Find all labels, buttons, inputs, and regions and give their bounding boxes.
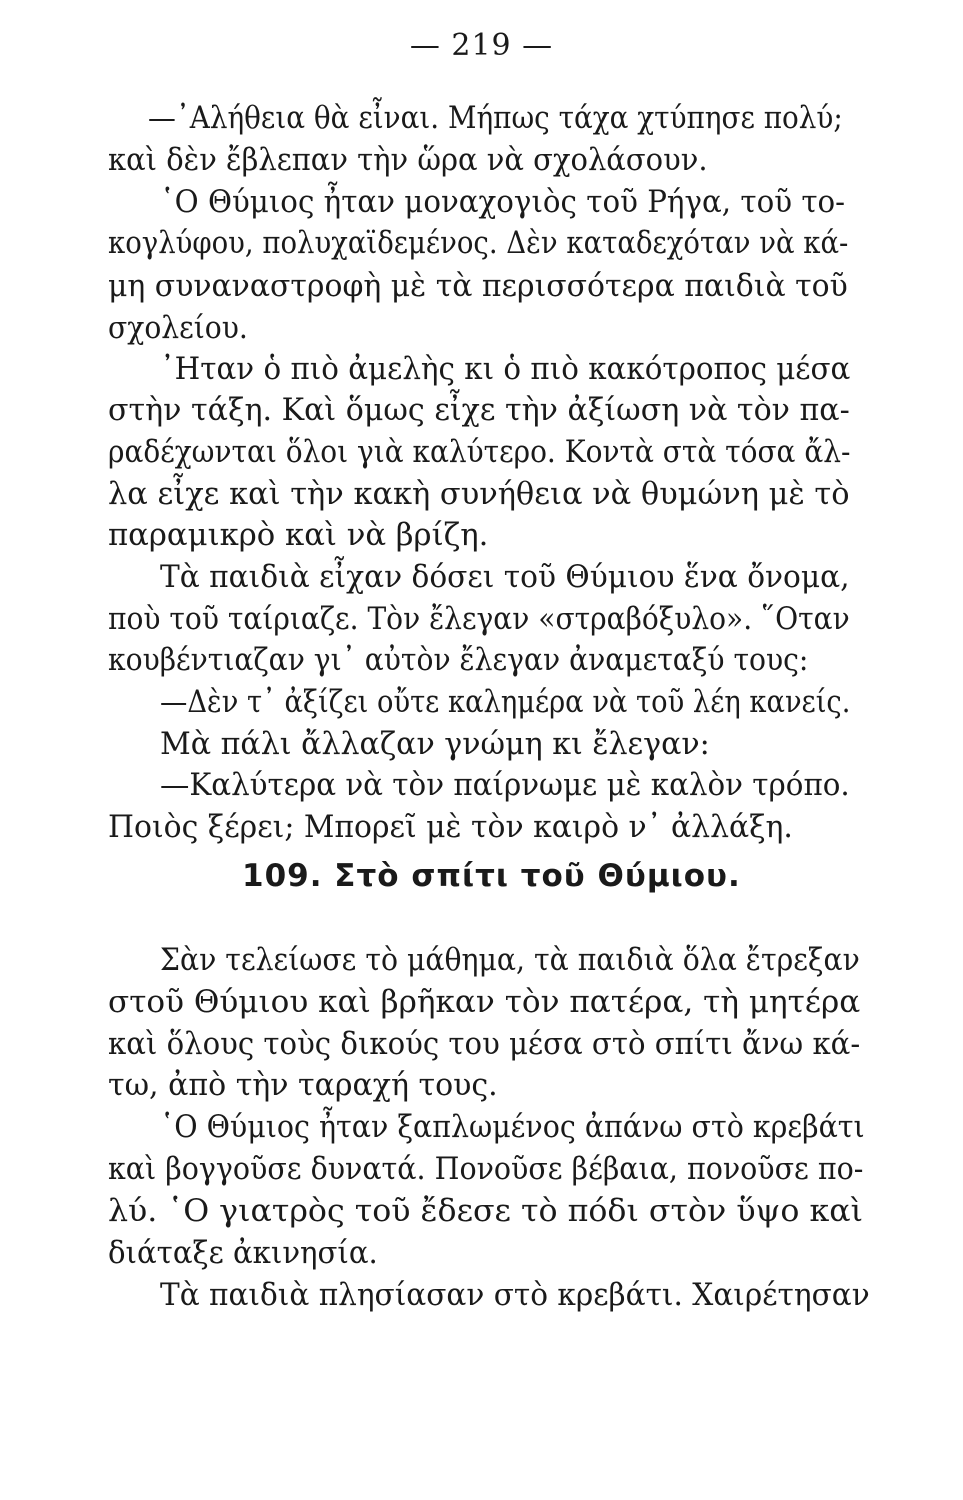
section-heading: 109. Στὸ σπίτι τοῦ Θύμιου. (242, 858, 741, 894)
text-line: ῾Ο Θύμιος ἦταν μοναχογιὸς τοῦ Ρήγα, τοῦ το- (160, 184, 846, 220)
text-line: παραμικρὸ καὶ νὰ βρίζη. (108, 517, 489, 553)
text-line: Τὰ παιδιὰ εἶχαν δόσει τοῦ Θύμιου ἕνα ὄνομα, (160, 559, 850, 595)
text-line: διάταξε ἀκινησία. (108, 1235, 378, 1271)
text-line: —Καλύτερα νὰ τὸν παίρνωμε μὲ καλὸν τρόπο. (160, 767, 850, 803)
text-line: στὴν τάξη. Καὶ ὅμως εἶχε τὴν ἀξίωση νὰ τὸν πα- (108, 392, 850, 428)
text-line: μη συναναστροφὴ μὲ τὰ περισσότερα παιδιὰ τοῦ (108, 268, 848, 304)
text-line: —᾿Αλήθεια θὰ εἶναι. Μήπως τάχα χτύπησε πολύ; (148, 100, 843, 136)
text-line: Σὰν τελείωσε τὸ μάθημα, τὰ παιδιὰ ὅλα ἔτρεξαν (160, 942, 860, 978)
text-line: στοῦ Θύμιου καὶ βρῆκαν τὸν πατέρα, τὴ μητέρα (108, 984, 861, 1020)
text-line: λύ. ῾Ο γιατρὸς τοῦ ἔδεσε τὸ πόδι στὸν ὕψο καὶ (108, 1193, 863, 1229)
text-line: ᾿Ηταν ὁ πιὸ ἀμελὴς κι ὁ πιὸ κακότροπος μέσα (160, 351, 851, 387)
text-line: ραδέχωνται ὅλοι γιὰ καλύτερο. Κοντὰ στὰ τόσα ἄλ- (108, 434, 851, 470)
text-line: λα εἶχε καὶ τὴν κακὴ συνήθεια νὰ θυμώνη μὲ τὸ (108, 476, 850, 512)
text-line: καὶ ὅλους τοὺς δικούς του μέσα στὸ σπίτι ἄνω κά- (108, 1026, 861, 1062)
text-line: σχολείου. (108, 310, 248, 346)
text-line: —Δὲν τ᾿ ἀξίζει οὔτε καλημέρα νὰ τοῦ λέη κανείς. (160, 684, 851, 720)
text-line: Μὰ πάλι ἄλλαζαν γνώμη κι ἔλεγαν: (160, 726, 710, 762)
text-line: τω, ἀπὸ τὴν ταραχή τους. (108, 1067, 498, 1103)
text-line: ῾Ο Θύμιος ἦταν ξαπλωμένος ἀπάνω στὸ κρεβάτι (160, 1109, 865, 1145)
text-line: καὶ δὲν ἔβλεπαν τὴν ὥρα νὰ σχολάσουν. (108, 142, 708, 178)
text-line: κογλύφου, πολυχαϊδεμένος. Δὲν καταδεχόταν νὰ κά- (108, 225, 849, 261)
page-number: — 219 — (409, 28, 554, 63)
text-line: Τὰ παιδιὰ πλησίασαν στὸ κρεβάτι. Χαιρέτησαν (160, 1277, 870, 1313)
text-line: Ποιὸς ξέρει; Μπορεῖ μὲ τὸν καιρὸ ν᾿ ἀλλάξη. (108, 809, 793, 845)
text-line: καὶ βογγοῦσε δυνατά. Πονοῦσε βέβαια, πονοῦσε πο- (108, 1151, 864, 1187)
text-line: ποὺ τοῦ ταίριαζε. Τὸν ἔλεγαν «στραβόξυλο». ῞Οταν (108, 601, 850, 637)
text-line: κουβέντιαζαν γι᾿ αὐτὸν ἔλεγαν ἀναμεταξύ τους: (108, 642, 809, 678)
